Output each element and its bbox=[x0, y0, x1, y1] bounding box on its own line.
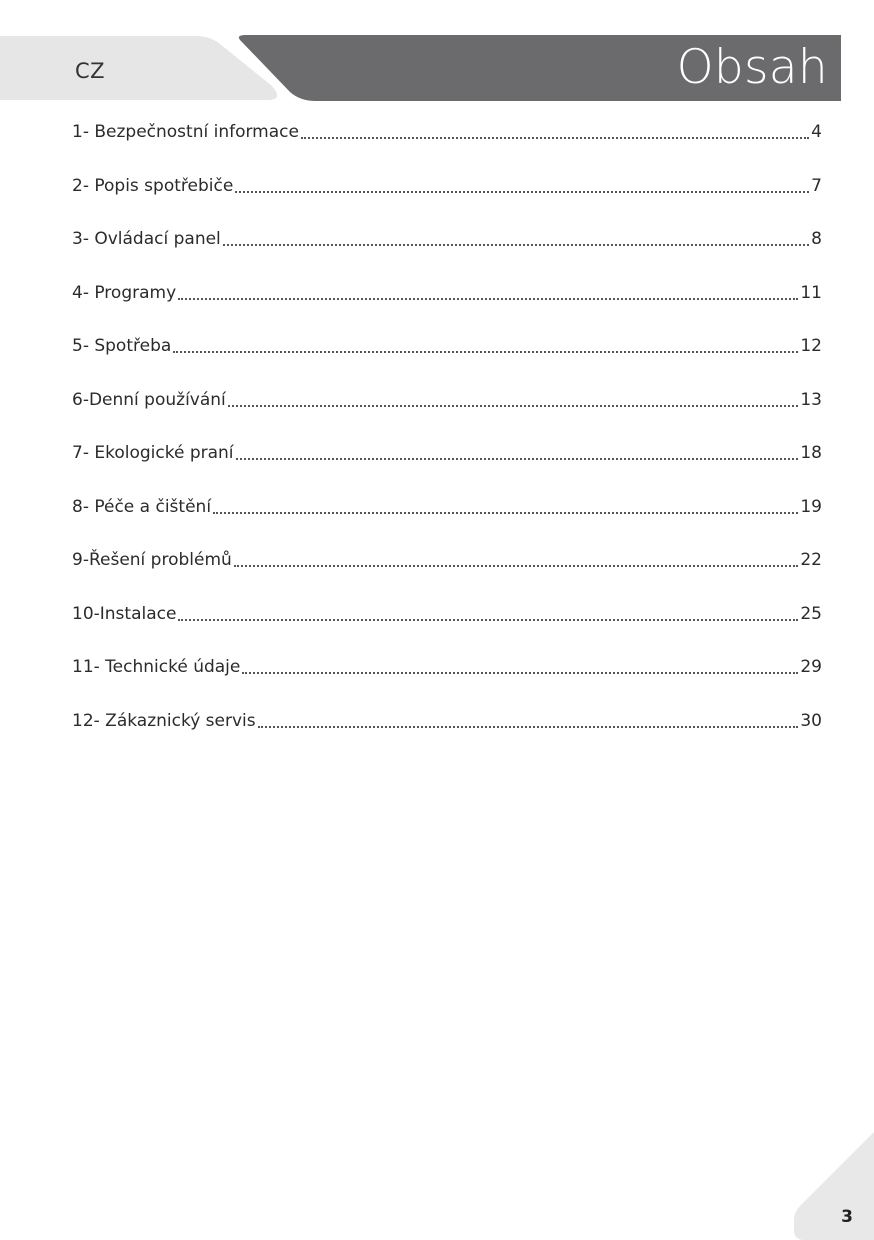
toc-leader-dots bbox=[236, 439, 799, 467]
toc-entry[interactable] bbox=[72, 600, 822, 654]
toc-leader-dots bbox=[223, 225, 809, 253]
toc-entry-label: 4- Programy bbox=[72, 282, 177, 303]
toc-entry[interactable] bbox=[72, 653, 822, 707]
page-title: Obsah bbox=[676, 40, 828, 95]
toc-entry[interactable] bbox=[72, 386, 822, 440]
toc-entry-page: 8 bbox=[811, 229, 822, 249]
toc-entry-label: 12- Zákaznický servis bbox=[72, 710, 256, 731]
toc-entry-page: 13 bbox=[800, 389, 822, 410]
toc-entry-label: 10-Instalace bbox=[72, 603, 177, 624]
toc-entry-page: 29 bbox=[800, 657, 822, 677]
toc-entry-label: 6-Denní používání bbox=[72, 389, 226, 410]
toc-entry-page: 4 bbox=[811, 122, 822, 142]
toc-entry-label: 1- Bezpečnostní informace bbox=[72, 122, 299, 142]
page-corner-shape bbox=[794, 1132, 874, 1240]
toc-entry[interactable] bbox=[72, 707, 822, 761]
toc-entry[interactable] bbox=[72, 332, 822, 386]
toc-entry[interactable] bbox=[72, 118, 822, 172]
language-label: CZ bbox=[75, 59, 106, 83]
toc-entry-label: 9-Řešení problémů bbox=[72, 550, 232, 570]
toc-leader-dots bbox=[178, 279, 798, 307]
toc-entry-page: 7 bbox=[811, 175, 822, 196]
toc-entry-label: 3- Ovládací panel bbox=[72, 229, 221, 249]
toc-leader-dots bbox=[258, 707, 799, 735]
toc-leader-dots bbox=[234, 546, 799, 574]
table-of-contents bbox=[72, 118, 822, 760]
toc-entry-label: 11- Technické údaje bbox=[72, 657, 241, 677]
language-tab-shape bbox=[0, 36, 277, 100]
toc-entry-page: 11 bbox=[800, 282, 822, 303]
toc-entry[interactable] bbox=[72, 172, 822, 226]
toc-leader-dots bbox=[178, 600, 798, 628]
toc-entry-page: 22 bbox=[800, 550, 822, 570]
toc-entry-page: 25 bbox=[800, 603, 822, 624]
toc-entry-page: 19 bbox=[800, 496, 822, 517]
toc-entry[interactable] bbox=[72, 225, 822, 279]
toc-entry-label: 8- Péče a čištění bbox=[72, 496, 212, 517]
toc-leader-dots bbox=[173, 332, 798, 360]
toc-entry[interactable] bbox=[72, 439, 822, 493]
toc-leader-dots bbox=[235, 172, 809, 200]
toc-entry[interactable] bbox=[72, 279, 822, 333]
toc-leader-dots bbox=[228, 386, 799, 414]
toc-entry-label: 7- Ekologické praní bbox=[72, 443, 234, 463]
toc-entry-page: 30 bbox=[800, 710, 822, 731]
toc-entry-label: 2- Popis spotřebiče bbox=[72, 175, 234, 196]
toc-entry[interactable] bbox=[72, 493, 822, 547]
toc-leader-dots bbox=[242, 653, 798, 681]
toc-entry-page: 18 bbox=[800, 443, 822, 463]
toc-entry-page: 12 bbox=[800, 336, 822, 356]
toc-leader-dots bbox=[213, 493, 798, 521]
toc-entry-label: 5- Spotřeba bbox=[72, 336, 172, 356]
toc-entry[interactable] bbox=[72, 546, 822, 600]
toc-leader-dots bbox=[301, 118, 809, 146]
page-number: 3 bbox=[841, 1207, 853, 1227]
